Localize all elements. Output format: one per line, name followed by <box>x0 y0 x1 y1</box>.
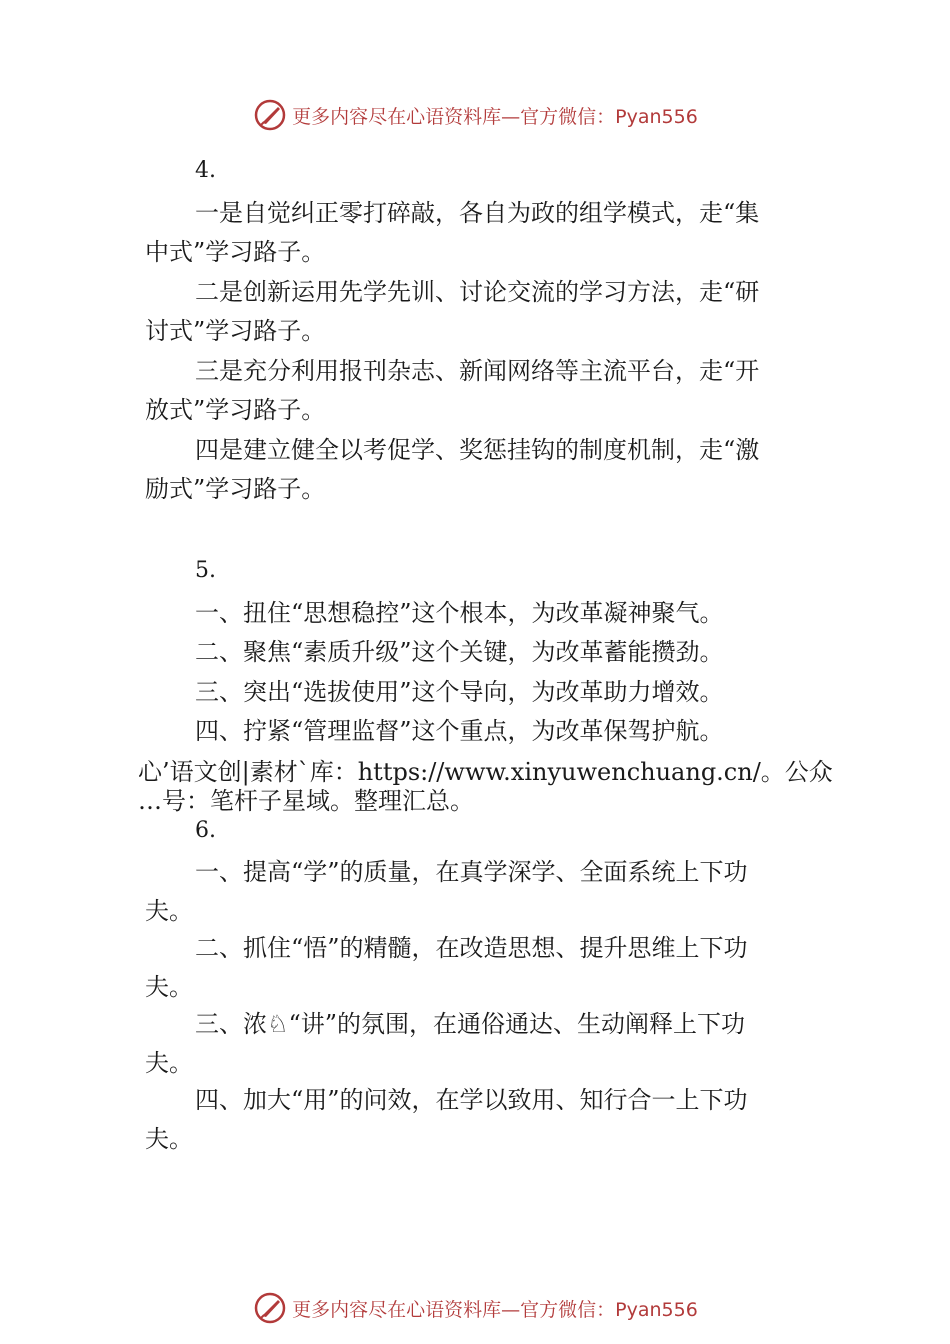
list-item-line: 夫。 <box>145 897 193 925</box>
quill-logo-icon <box>252 1290 288 1326</box>
footer-banner <box>0 1288 950 1328</box>
list-item-line: 四、拧紧“管理监督”这个重点，为改革保驾护航。 <box>195 717 724 745</box>
list-item-line: 一是自觉纠正零打碎敲，各自为政的组学模式，走“集 <box>195 199 760 227</box>
list-item-line: 讨式”学习路子。 <box>145 317 326 345</box>
list-item-line: 三、浓♘“讲”的氛围，在通俗通达、生动阐释上下功 <box>195 1010 746 1038</box>
list-item-line: 夫。 <box>145 1049 193 1077</box>
watermark-line: …号：笔杆子星域。整理汇总。 <box>138 787 474 815</box>
watermark-line: 心’语文创|素材`库：https://www.xinyuwenchuang.cn/。公众 <box>138 758 833 786</box>
list-item-line: 三、突出“选拔使用”这个导向，为改革助力增效。 <box>195 678 724 706</box>
list-item-line: 一、提高“学”的质量，在真学深学、全面系统上下功 <box>195 858 748 886</box>
list-item-line: 二、抓住“悟”的精髓，在改造思想、提升思维上下功 <box>195 934 748 962</box>
list-item-line: 一、扭住“思想稳控”这个根本，为改革凝神聚气。 <box>195 599 724 627</box>
list-item-line: 四是建立健全以考促学、奖惩挂钩的制度机制，走“激 <box>195 436 760 464</box>
list-item-line: 励式”学习路子。 <box>145 475 326 503</box>
list-item-line: 中式”学习路子。 <box>145 238 326 266</box>
section-number: 6. <box>195 818 216 843</box>
banner-wechat: 官方微信：Pyan556 <box>520 105 698 128</box>
list-item-line: 夫。 <box>145 1125 193 1153</box>
list-item-line: 三是充分利用报刊杂志、新闻网络等主流平台，走“开 <box>195 357 760 385</box>
list-item-line: 二是创新运用先学先训、讨论交流的学习方法，走“研 <box>195 278 760 306</box>
header-banner <box>0 95 950 135</box>
list-item-line: 四、加大“用”的问效，在学以致用、知行合一上下功 <box>195 1086 748 1114</box>
list-item-line: 二、聚焦“素质升级”这个关键，为改革蓄能攒劲。 <box>195 638 724 666</box>
section-number: 5. <box>195 558 216 583</box>
quill-logo-icon <box>252 97 288 133</box>
banner-text: 更多内容尽在心语资料库— <box>292 1298 521 1321</box>
list-item-line: 夫。 <box>145 973 193 1001</box>
list-item-line: 放式”学习路子。 <box>145 396 326 424</box>
banner-text: 更多内容尽在心语资料库— <box>292 105 521 128</box>
banner-wechat: 官方微信：Pyan556 <box>520 1298 698 1321</box>
section-number: 4. <box>195 158 216 183</box>
